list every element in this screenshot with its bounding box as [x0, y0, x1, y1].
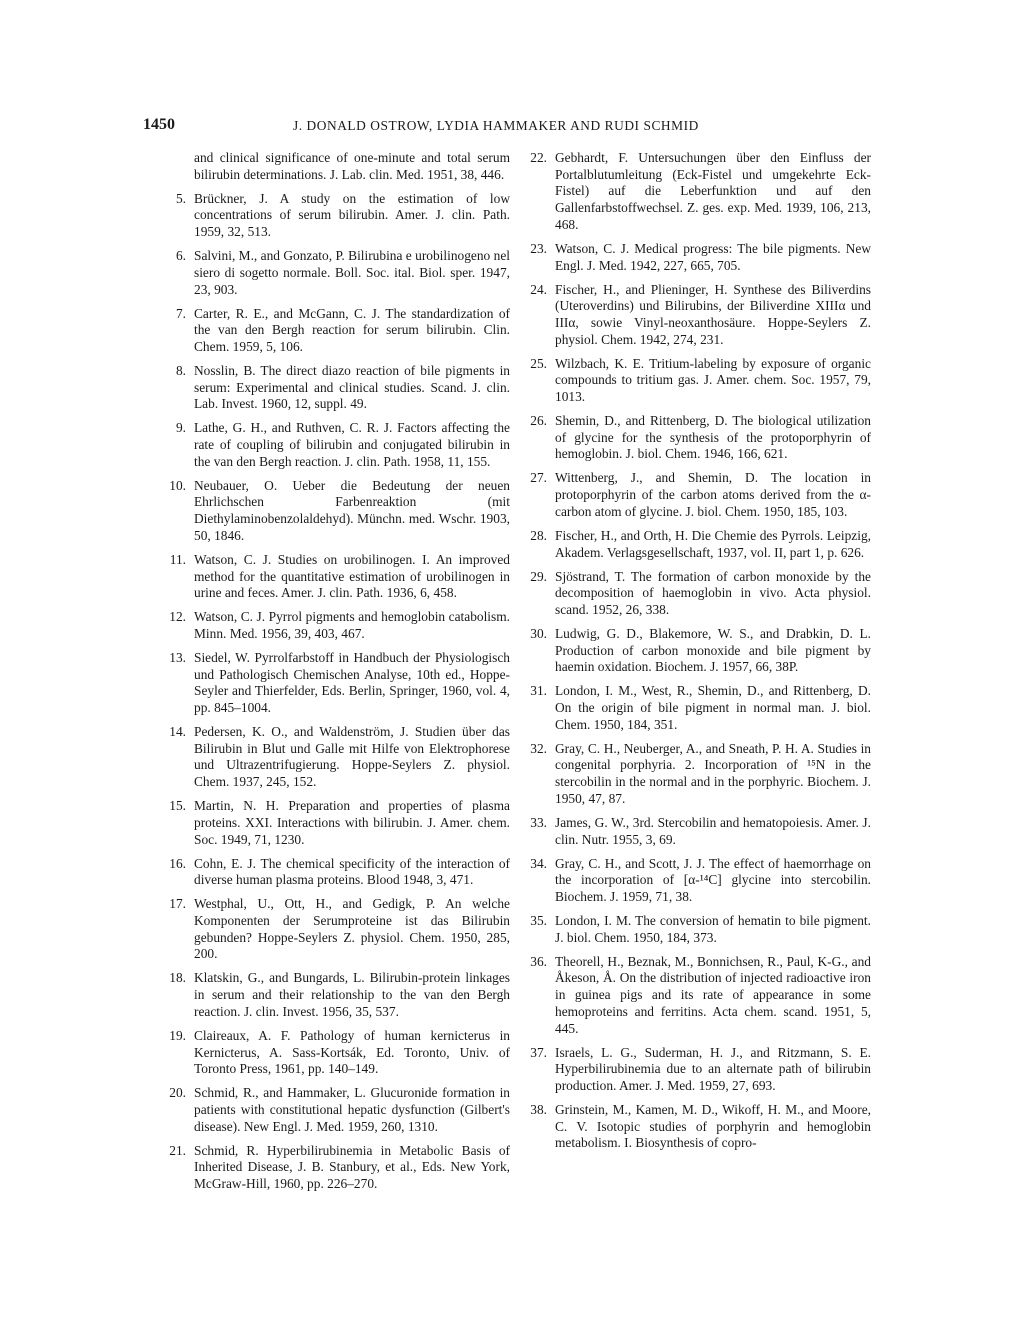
reference-number: 16.	[169, 855, 186, 871]
reference-entry	[530, 625, 871, 676]
reference-entry	[175, 248, 510, 298]
reference-number: 11.	[169, 551, 186, 567]
reference-text: Lathe, G. H., and Ruthven, C. R. J. Factors affecting the rate of coupling of bilirubin and conjugated bilirubin in the van den Bergh reaction. J. clin. Path. 1958, 11, 155.	[194, 420, 510, 469]
reference-number: 13.	[169, 649, 186, 665]
reference-text: Gebhardt, F. Untersuchungen über den Einfluss der Portalblutumleitung (Eck-Fistel und umgekehrte Eck-Fistel) auf die Leberfunktion und auf den Gallenfarbstoffwechsel. Z. ges. exp. Med. 1939, 106, 213, 468.	[555, 150, 871, 232]
reference-entry	[530, 527, 871, 561]
references-left-column	[169, 150, 510, 1200]
reference-entry	[530, 281, 871, 349]
reference-text: Watson, C. J. Medical progress: The bile pigments. New Engl. J. Med. 1942, 227, 665, 705.	[555, 240, 871, 273]
reference-text: Fischer, H., and Orth, H. Die Chemie des Pyrrols. Leipzig, Akadem. Verlagsgesellschaft, 1937, vol. II, part 1, p. 626.	[555, 527, 871, 560]
reference-text: Martin, N. H. Preparation and properties of plasma proteins. XXI. Interactions with bilirubin. J. Amer. chem. Soc. 1949, 71, 1230.	[194, 798, 510, 847]
reference-entry	[530, 240, 871, 274]
reference-entry	[169, 649, 510, 717]
reference-text: Carter, R. E., and McGann, C. J. The standardization of the van den Bergh reaction for serum bilirubin. Clin. Chem. 1959, 5, 106.	[194, 305, 510, 354]
reference-number: 18.	[169, 970, 186, 986]
reference-text: Westphal, U., Ott, H., and Gedigk, P. An welche Komponenten der Serumproteine ist das Bilirubin gebunden? Hoppe-Seylers Z. physiol. Chem. 1950, 285, 200.	[194, 896, 510, 962]
reference-text: Shemin, D., and Rittenberg, D. The biological utilization of glycine for the synthesis of the protoporphyrin of hemoglobin. J. biol. Chem. 1946, 166, 621.	[555, 413, 871, 462]
reference-text: Fischer, H., and Plieninger, H. Synthese des Biliverdins (Uteroverdins) und Bilirubins, der Biliverdine XIIIα und IIIα, sowie Vinyl-neoxanthosäure. Hoppe-Seylers Z. physiol. Chem. 1942, 274, 231.	[555, 281, 871, 347]
reference-number: 32.	[530, 740, 547, 756]
reference-number: 8.	[175, 362, 186, 378]
reference-text: Neubauer, O. Ueber die Bedeutung der neuen Ehrlichschen Farbenreaktion (mit Diethylaminobenzolaldehyd). Münchn. med. Wschr. 1903, 50, 1846.	[194, 477, 510, 543]
reference-text: Israels, L. G., Suderman, H. J., and Ritzmann, S. E. Hyperbilirubinemia due to an alternate path of bilirubin production. Amer. J. Med. 1959, 27, 693.	[555, 1044, 871, 1093]
reference-number: 29.	[530, 568, 547, 584]
reference-text: Wittenberg, J., and Shemin, D. The location in protoporphyrin of the carbon atoms derived from the α-carbon atom of glycine. J. biol. Chem. 1950, 185, 103.	[555, 470, 871, 519]
reference-number: 25.	[530, 355, 547, 371]
reference-number: 21.	[169, 1142, 186, 1158]
reference-number: 23.	[530, 240, 547, 256]
reference-entry	[169, 855, 510, 889]
reference-number: 38.	[530, 1101, 547, 1117]
reference-entry	[169, 896, 510, 963]
reference-text: Claireaux, A. F. Pathology of human kernicterus in Kernicterus, A. Sass-Kortsák, Ed. Toronto, Univ. of Toronto Press, 1961, pp. 140–149.	[194, 1027, 510, 1077]
reference-number: 10.	[169, 477, 186, 493]
reference-text: Nosslin, B. The direct diazo reaction of bile pigments in serum: Experimental and clinical studies. Scand. J. clin. Lab. Invest. 1960, 12, suppl. 49.	[194, 362, 510, 412]
reference-number: 37.	[530, 1044, 547, 1060]
reference-entry	[530, 355, 871, 406]
reference-text: and clinical significance of one-minute and total serum bilirubin determinations. J. Lab. clin. Med. 1951, 38, 446.	[194, 150, 510, 182]
reference-number: 36.	[530, 953, 547, 969]
reference-entry	[530, 1044, 871, 1095]
reference-entry	[169, 477, 510, 545]
running-title: J. DONALD OSTROW, LYDIA HAMMAKER AND RUDI SCHMID	[293, 118, 699, 133]
reference-text: Grinstein, M., Kamen, M. D., Wikoff, H. M., and Moore, C. V. Isotopic studies of porphyrin and hemoglobin metabolism. I. Biosynthesis of copro-	[555, 1101, 871, 1151]
reference-text: Watson, C. J. Pyrrol pigments and hemoglobin catabolism. Minn. Med. 1956, 39, 403, 467.	[194, 609, 510, 641]
reference-entry	[530, 413, 871, 463]
reference-number: 22.	[530, 150, 547, 165]
reference-text: Cohn, E. J. The chemical specificity of the interaction of diverse human plasma proteins. Blood 1948, 3, 471.	[194, 855, 510, 888]
reference-entry	[169, 1085, 510, 1135]
reference-entry	[530, 150, 871, 234]
references-right-column	[530, 150, 871, 1159]
reference-number: 7.	[175, 305, 186, 321]
reference-number: 27.	[530, 470, 547, 486]
reference-entry	[169, 798, 510, 848]
reference-entry	[175, 420, 510, 470]
reference-entry	[169, 1142, 510, 1193]
reference-number: 30.	[530, 625, 547, 641]
reference-number: 31.	[530, 683, 547, 699]
reference-entry	[190, 150, 510, 183]
reference-number: 24.	[530, 281, 547, 297]
reference-number: 14.	[169, 724, 186, 740]
reference-entry	[175, 362, 510, 413]
reference-text: Klatskin, G., and Bungards, L. Bilirubin-protein linkages in serum and their relationship to the van den Bergh reaction. J. clin. Invest. 1956, 35, 537.	[194, 970, 510, 1019]
reference-text: Sjöstrand, T. The formation of carbon monoxide by the decomposition of haemoglobin in vivo. Acta physiol. scand. 1952, 26, 338.	[555, 568, 871, 617]
reference-text: Schmid, R., and Hammaker, L. Glucuronide formation in patients with constitutional hepatic dysfunction (Gilbert's disease). New Engl. J. Med. 1959, 260, 1310.	[194, 1085, 510, 1134]
reference-entry	[530, 568, 871, 619]
reference-entry	[530, 855, 871, 906]
reference-entry	[530, 912, 871, 946]
reference-text: Wilzbach, K. E. Tritium-labeling by exposure of organic compounds to tritium gas. J. Amer. chem. Soc. 1957, 79, 1013.	[555, 355, 871, 405]
reference-entry	[169, 1027, 510, 1078]
reference-text: London, I. M. The conversion of hematin to bile pigment. J. biol. Chem. 1950, 184, 373.	[555, 912, 871, 945]
reference-text: Gray, C. H., and Scott, J. J. The effect of haemorrhage on the incorporation of [α-¹⁴C] glycine into stercobilin. Biochem. J. 1959, 71, 38.	[555, 855, 871, 904]
reference-entry	[169, 724, 510, 791]
reference-entry	[530, 814, 871, 848]
reference-text: Brückner, J. A study on the estimation of low concentrations of serum bilirubin. Amer. J. clin. Path. 1959, 32, 513.	[194, 190, 510, 240]
reference-number: 15.	[169, 798, 186, 814]
reference-entry	[169, 970, 510, 1020]
reference-number: 33.	[530, 814, 547, 830]
reference-number: 28.	[530, 527, 547, 543]
reference-text: Theorell, H., Beznak, M., Bonnichsen, R., Paul, K-G., and Åkeson, Å. On the distribution of injected radioactive iron in guinea pigs and its rate of appearance in some hemoproteins and ferritins. Acta chem. scand. 1951, 5, 445.	[555, 953, 871, 1036]
reference-number: 34.	[530, 855, 547, 871]
reference-entry	[530, 953, 871, 1038]
reference-text: London, I. M., West, R., Shemin, D., and Rittenberg, D. On the origin of bile pigment in normal man. J. biol. Chem. 1950, 184, 351.	[555, 683, 871, 732]
reference-text: Schmid, R. Hyperbilirubinemia in Metabolic Basis of Inherited Disease, J. B. Stanbury, et al., Eds. New York, McGraw-Hill, 1960, pp. 226–270.	[194, 1142, 510, 1192]
reference-number: 20.	[169, 1085, 186, 1101]
reference-text: Gray, C. H., Neuberger, A., and Sneath, P. H. A. Studies in congenital porphyria. 2. Incorporation of ¹⁵N in the stercobilin in the normal and in the porphyric. Biochem. J. 1950, 47, 87.	[555, 740, 871, 806]
reference-text: James, G. W., 3rd. Stercobilin and hematopoiesis. Amer. J. clin. Nutr. 1955, 3, 69.	[555, 814, 871, 847]
reference-text: Watson, C. J. Studies on urobilinogen. I. An improved method for the quantitative estimation of urobilinogen in urine and feces. Amer. J. clin. Path. 1936, 6, 458.	[194, 551, 510, 601]
reference-text: Ludwig, G. D., Blakemore, W. S., and Drabkin, D. L. Production of carbon monoxide and bile pigment by haemin oxidation. Biochem. J. 1957, 66, 38P.	[555, 625, 871, 675]
reference-number: 9.	[175, 420, 186, 436]
reference-entry	[530, 740, 871, 808]
page-header	[0, 116, 1020, 140]
reference-entry	[169, 609, 510, 642]
reference-number: 26.	[530, 413, 547, 429]
reference-entry	[530, 683, 871, 733]
reference-entry	[175, 190, 510, 241]
reference-number: 5.	[175, 190, 186, 206]
reference-number: 17.	[169, 896, 186, 912]
reference-text: Pedersen, K. O., and Waldenström, J. Studien über das Bilirubin in Blut und Galle mit Hilfe von Elektrophorese und Ultrazentrifugierung. Hoppe-Seylers Z. physiol. Chem. 1937, 245, 152.	[194, 724, 510, 790]
reference-number: 19.	[169, 1027, 186, 1043]
reference-entry	[169, 551, 510, 602]
reference-entry	[530, 470, 871, 520]
reference-text: Salvini, M., and Gonzato, P. Bilirubina e urobilinogeno nel siero di sogetto normale. Boll. Soc. ital. Biol. sper. 1947, 23, 903.	[194, 248, 510, 297]
reference-entry	[530, 1101, 871, 1152]
reference-number: 35.	[530, 912, 547, 928]
reference-number: 12.	[169, 609, 186, 625]
reference-number: 6.	[175, 248, 186, 264]
page-number: 1450	[143, 116, 175, 133]
reference-entry	[175, 305, 510, 356]
reference-text: Siedel, W. Pyrrolfarbstoff in Handbuch der Physiologisch und Pathologisch Chemischen Analyse, 10th ed., Hoppe-Seyler and Thierfelder, Eds. Berlin, Springer, 1960, vol. 4, pp. 845–1004.	[194, 649, 510, 716]
